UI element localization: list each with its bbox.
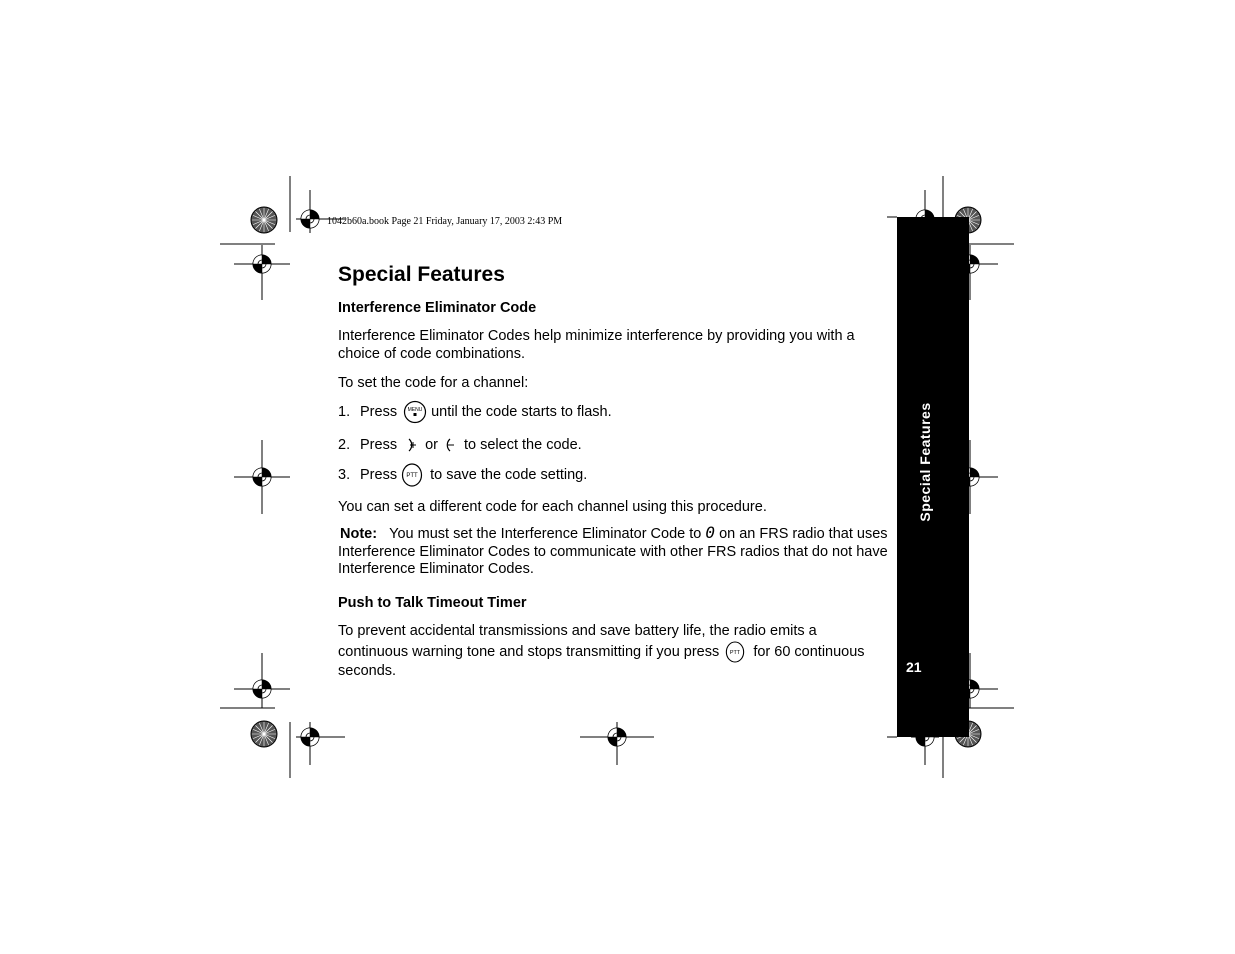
page-title: Special Features	[338, 263, 505, 286]
code-zero-glyph: 0	[705, 523, 716, 542]
lead-paragraph: To set the code for a channel:	[338, 375, 529, 391]
section-heading-interference: Interference Eliminator Code	[338, 300, 537, 316]
step-3: 3. Press PTT to save the code setting.	[338, 463, 587, 487]
intro-paragraph: Interference Eliminator Codes help minimize interference by providing you with a choice of code combinations.	[338, 328, 855, 362]
note-paragraph: Note: You must set the Interference Eliminator Code to 0 on an FRS radio that uses Interference Eliminator Codes to communicate with other FRS radios that do not have Interference Eliminator Codes.	[338, 523, 888, 577]
minus-button-icon	[441, 436, 459, 454]
svg-text:PTT: PTT	[730, 649, 741, 656]
ptt-button-icon	[725, 641, 745, 663]
book-header-line: 1042b60a.book Page 21 Friday, January 17, 2003 2:43 PM	[327, 216, 563, 227]
menu-button-icon	[403, 400, 427, 424]
ptt-timer-paragraph: To prevent accidental transmissions and save battery life, the radio emits a continuous warning tone and stops transmitting if you press PTT for 60 continuous seconds.	[338, 623, 865, 679]
note-label: Note:	[340, 526, 378, 542]
page-number: 21	[906, 659, 922, 675]
section-sidebar	[897, 217, 969, 737]
section-heading-ptt-timer: Push to Talk Timeout Timer	[338, 595, 527, 611]
step-1: 1. Press MENU until the code starts to flash.	[338, 400, 612, 424]
after-paragraph: You can set a different code for each channel using this procedure.	[338, 499, 767, 515]
sidebar-label: Special Features	[917, 402, 933, 522]
plus-button-icon	[402, 436, 420, 454]
svg-text:MENU: MENU	[407, 407, 423, 413]
step-2: 2. Press or to select the code.	[338, 437, 582, 453]
svg-text:PTT: PTT	[406, 473, 418, 479]
ptt-button-icon	[401, 463, 423, 487]
